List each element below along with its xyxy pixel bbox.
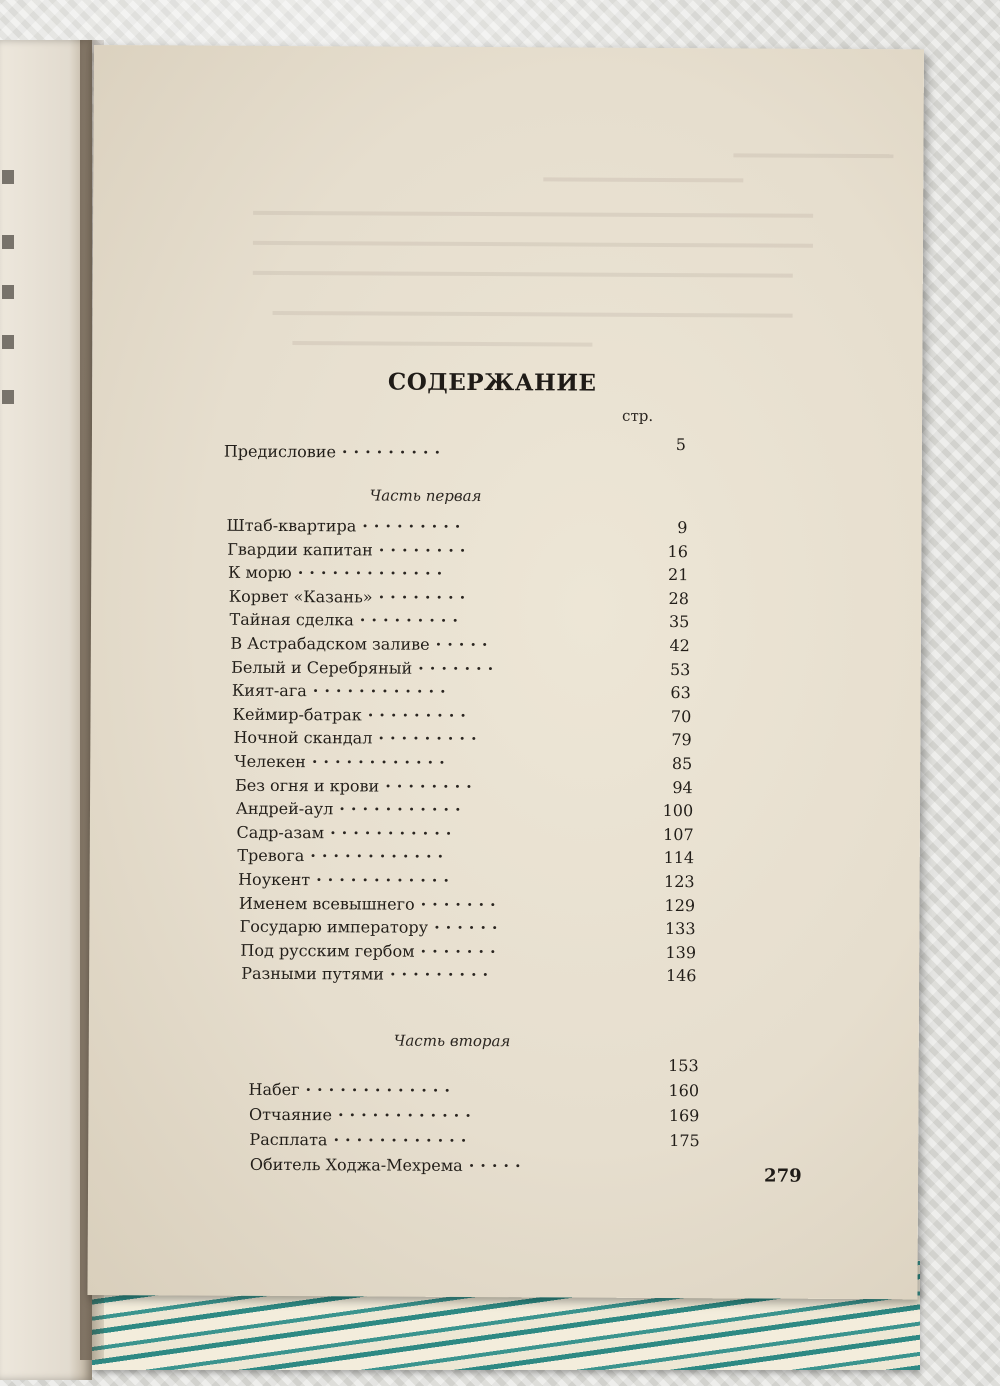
toc-leader-dots: ············ — [333, 1130, 473, 1150]
toc-leader-dots: ········· — [378, 728, 483, 749]
left-page-text-fragment — [2, 170, 14, 184]
toc-entry — [231, 657, 499, 677]
toc-leader-dots: ········ — [385, 776, 478, 796]
toc-entry-page: 42 — [669, 636, 690, 656]
toc-entry-page: 107 — [663, 824, 694, 844]
toc-entry-page: 5 — [675, 435, 686, 455]
toc-leader-dots: ············ — [312, 681, 452, 702]
toc-entry-title: Расплата — [249, 1129, 328, 1150]
toc-entry-page: 63 — [670, 683, 691, 703]
toc-entry-title: Именем всевышнего — [238, 893, 415, 914]
toc-entry-page: 160 — [668, 1081, 700, 1101]
toc-entry-title: Белый и Серебряный — [231, 657, 413, 678]
toc-entry-title: Тревога — [237, 846, 305, 866]
toc-entry — [248, 1080, 456, 1100]
toc-entry-title: Набег — [248, 1079, 300, 1100]
toc-entry — [239, 893, 502, 913]
toc-leader-dots: ········ — [378, 540, 472, 560]
toc-entry-page: 175 — [669, 1131, 700, 1151]
toc-leader-dots: ······· — [420, 894, 502, 914]
toc-entry-page: 146 — [665, 966, 697, 986]
bleed-through-line — [253, 211, 813, 218]
toc-entry-page: 129 — [664, 895, 696, 915]
toc-entry — [234, 752, 451, 772]
left-page-text-fragment — [2, 335, 14, 349]
toc-entry — [249, 1130, 472, 1150]
bleed-through-line — [733, 153, 893, 158]
toc-entry — [249, 1105, 477, 1125]
toc-entry-title: В Астрабадском заливе — [230, 633, 430, 654]
toc-entry-title: Предисловие — [223, 441, 337, 462]
toc-entry-page: 114 — [663, 848, 695, 868]
toc-entry — [233, 705, 472, 725]
bleed-through-line — [273, 311, 793, 318]
toc-entry-page: 21 — [668, 565, 689, 585]
toc-entry — [226, 516, 466, 536]
toc-entry-page: 28 — [668, 588, 689, 608]
toc-entry-title: Кият-ага — [231, 680, 307, 701]
toc-entry — [228, 563, 448, 583]
toc-entry-page: 16 — [667, 541, 689, 561]
toc-entry-title: Отчаяние — [248, 1104, 333, 1125]
toc-entry — [237, 823, 458, 843]
toc-leader-dots: ········· — [362, 516, 467, 536]
bleed-through-line — [543, 177, 743, 182]
toc-entry-title: Без огня и крови — [234, 775, 380, 796]
toc-entry-page: 169 — [668, 1106, 700, 1126]
toc-leader-dots: ············ — [316, 870, 456, 890]
toc-entry — [227, 539, 471, 559]
toc-entry-page: 153 — [668, 1056, 699, 1076]
left-page — [0, 40, 92, 1380]
toc-leader-dots: ······ — [434, 917, 504, 938]
page-column-label: стр. — [622, 406, 654, 425]
toc-entry-title: Гвардии капитан — [227, 539, 373, 560]
toc-leader-dots: ··········· — [339, 799, 467, 820]
toc-entry — [229, 587, 471, 607]
toc-entry-preface: Предисловие ········· — [223, 441, 447, 462]
toc-entry-page: 35 — [668, 612, 690, 632]
part-one-heading: Часть первая — [369, 486, 482, 506]
contents-heading: СОДЕРЖАНИЕ — [387, 368, 597, 397]
toc-entry-page: 94 — [672, 777, 693, 797]
bleed-through-line — [253, 271, 793, 278]
toc-entry-page: 53 — [669, 659, 691, 679]
toc-leader-dots: ············· — [297, 563, 449, 584]
toc-entry-page: 79 — [671, 730, 692, 750]
toc-entry-title: К морю — [227, 562, 292, 583]
toc-entry — [250, 1155, 527, 1175]
toc-entry — [241, 964, 494, 984]
toc-entry-title: Тайная сделка — [229, 610, 354, 630]
toc-entry — [240, 917, 504, 937]
toc-entry-page: 100 — [662, 801, 694, 821]
toc-entry-title: Андрей-аул — [235, 798, 334, 819]
toc-entry — [238, 870, 455, 890]
toc-leader-dots: ····· — [468, 1155, 527, 1176]
part-two-heading: Часть вторая — [393, 1031, 511, 1051]
toc-entry-title: Ноукент — [238, 869, 311, 890]
toc-entry — [232, 681, 452, 701]
toc-leader-dots: ············ — [310, 846, 450, 867]
toc-entry-page: 85 — [671, 754, 693, 774]
toc-entry — [240, 941, 501, 961]
toc-entry-title: Садр-азам — [236, 822, 325, 843]
toc-entry-page: 123 — [664, 871, 695, 892]
toc-leader-dots: ············ — [337, 1105, 477, 1126]
toc-entry-title: Под русским гербом — [240, 940, 415, 961]
toc-entry — [233, 728, 482, 748]
toc-entry-title: Штаб-квартира — [226, 515, 357, 536]
toc-entry — [236, 799, 467, 819]
contents-page — [87, 45, 924, 1299]
toc-leader-dots: ······· — [418, 658, 500, 678]
toc-leader-dots: ········· — [367, 705, 472, 725]
toc-entry-page: 133 — [664, 919, 696, 939]
left-page-text-fragment — [2, 235, 14, 249]
toc-leader-dots: ············· — [305, 1080, 456, 1100]
toc-entry-page: 70 — [670, 706, 692, 726]
toc-leader-dots: ········· — [359, 610, 465, 631]
toc-entry-title: Корвет «Казань» — [228, 586, 373, 607]
bleed-through-line — [253, 241, 813, 248]
toc-leader-dots: ····· — [435, 634, 494, 655]
page-folio-number: 279 — [764, 1165, 802, 1187]
toc-entry-title: Государю императору — [239, 916, 429, 937]
toc-entry-title: Ночной скандал — [233, 728, 373, 748]
bleed-through-line — [292, 341, 592, 347]
toc-entry-title: Разными путями — [241, 964, 385, 984]
left-page-text-fragment — [2, 285, 14, 299]
toc-leader-dots: ············ — [311, 752, 451, 772]
toc-entry-title: Кеймир-батрак — [232, 704, 362, 725]
toc-leader-dots: ··········· — [330, 823, 458, 843]
toc-entry — [230, 634, 493, 654]
toc-entry-page: 139 — [665, 942, 697, 962]
toc-entry-title: Челекен — [234, 751, 306, 772]
toc-entry — [235, 775, 478, 795]
toc-leader-dots: ········ — [378, 587, 472, 607]
toc-leader-dots: ······· — [420, 941, 502, 961]
toc-entry-page: 9 — [677, 518, 688, 538]
toc-entry — [230, 610, 464, 630]
toc-leader-dots: ········· — [389, 964, 495, 985]
toc-entry-title: Обитель Ходжа-Мехрема — [249, 1154, 463, 1175]
left-page-text-fragment — [2, 390, 14, 404]
toc-entry — [237, 846, 449, 866]
